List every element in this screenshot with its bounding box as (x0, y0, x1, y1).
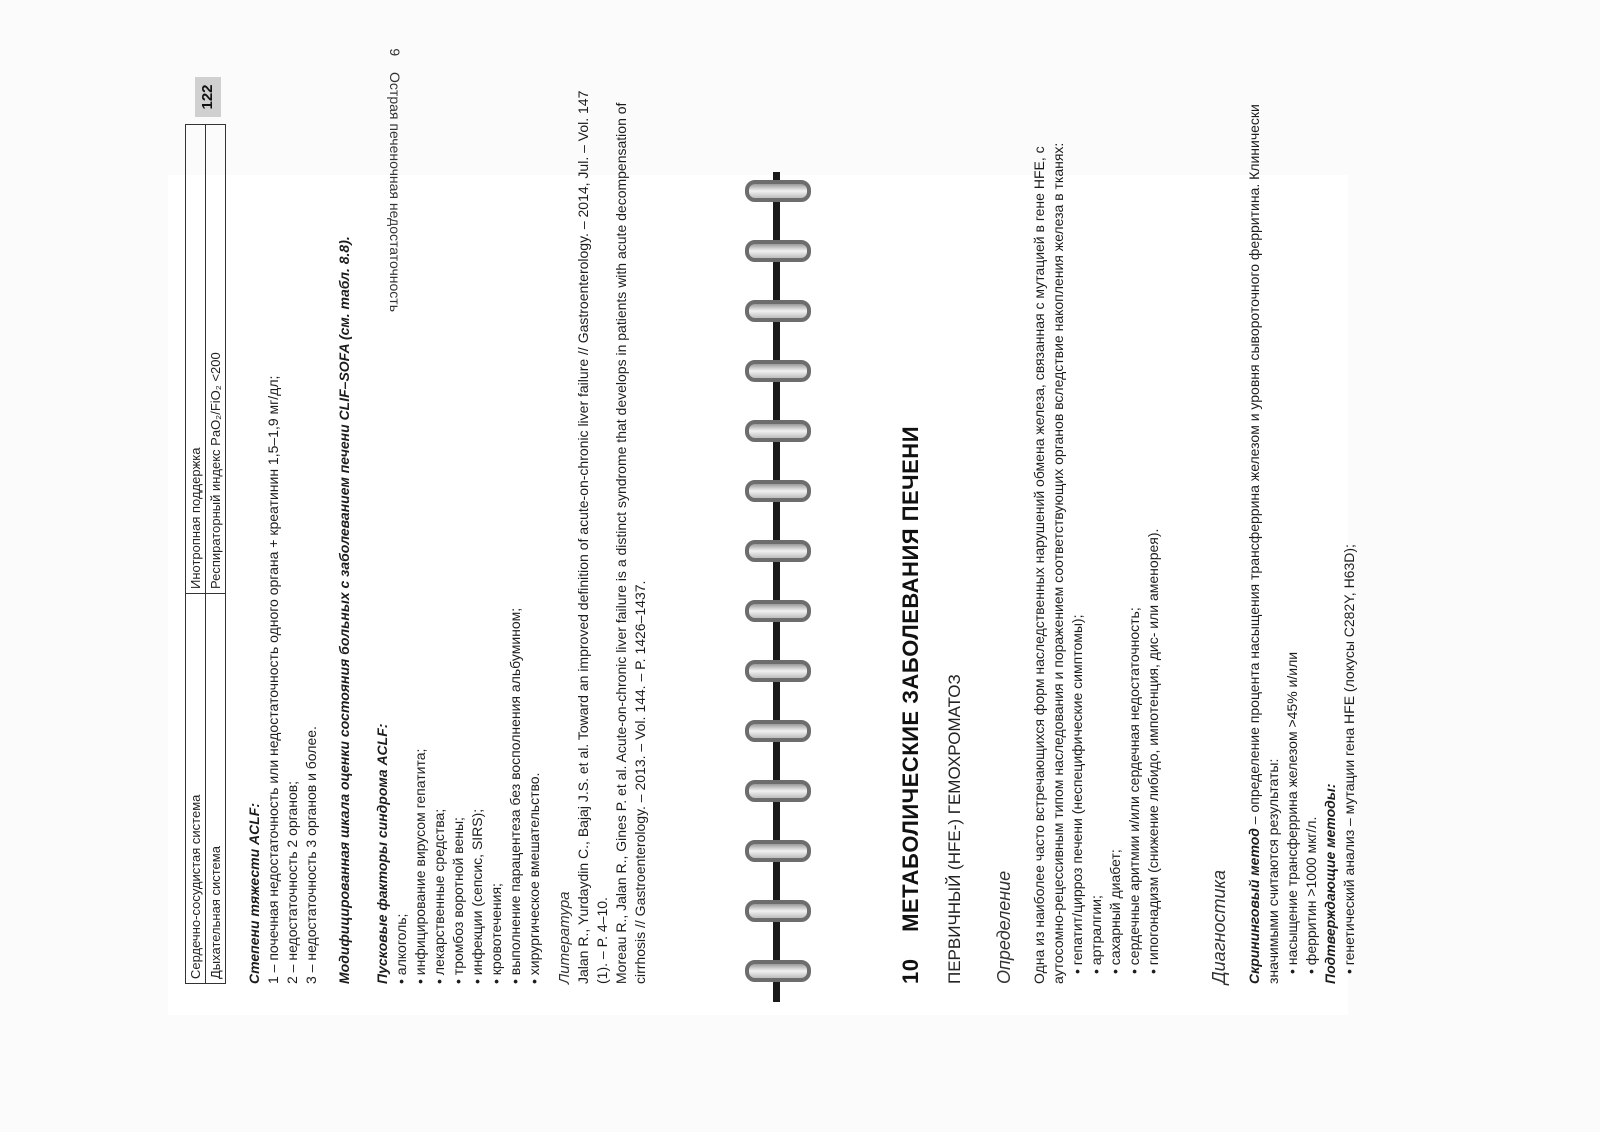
chapter-title (898, 426, 924, 984)
spiral-binding (745, 0, 815, 1132)
literature-title: Литература (556, 891, 573, 984)
chapter-number: 10 (898, 958, 923, 984)
binding-ring (745, 420, 811, 442)
diagnostics-section (1245, 84, 1359, 984)
table-cell: Сердечно-сосудистая система (186, 594, 206, 984)
list-item: • алкоголь; (392, 284, 411, 984)
definition-text: Одна из наиболее часто встречающихся форм наследственных нарушений обмена железа, связанная с мутацией в гене HFE, с аутосомно-рецессивным типом наследования и поражением соответствующих органов вследствие накопления железа в тканях: (1031, 142, 1066, 984)
binding-ring (745, 540, 811, 562)
binding-ring (745, 360, 811, 382)
definition-title: Определение (994, 870, 1014, 984)
reference-item: Jalan R., Yurdaydin C., Bajaj J.S. et al. Toward an improved definition of acute-on-chronic liver failure // Gastroenterology. – 2014, Jul. – Vol. 147 (1). – P. 4–10. (575, 90, 610, 984)
reference-item: Moreau R., Jalan R., Gines P. et al. Acute-on-chronic liver failure is a distinct syndrome that develops in patients with acute decompensation of cirrhosis // Gastroenterology. – 2013. – Vol. 144. – P. 1426–1437. (613, 102, 648, 984)
severity-section (245, 104, 321, 984)
binding-ring (745, 960, 811, 982)
binding-ring (745, 180, 811, 202)
table-cell: Дыхательная система (206, 594, 226, 984)
table-cell: Респираторный индекс PaO₂/FiO₂ <200 (206, 125, 226, 594)
list-item: • генетический анализ – мутации гена HFE (локусы C282Y, H63D); (1340, 84, 1359, 974)
screening-paragraph (1245, 84, 1283, 984)
screening-text: – определение процента насыщения трансферрина железом и уровня сывороточного ферритина. Клинически значимыми считаются результаты: (1246, 104, 1281, 984)
diagnostics-title: Диагностика (1209, 869, 1229, 984)
page-number: 122 (195, 77, 221, 117)
scale-note: Модифицированная шкала оценки состояния больных с заболеванием печени CLIF–SOFA (см. табл. 8.8). (336, 236, 352, 984)
table-row (186, 125, 206, 984)
binding-ring (745, 900, 811, 922)
definition-section (1030, 84, 1163, 984)
running-head (387, 48, 403, 312)
triggers-list (392, 284, 544, 984)
list-item: • ферритин >1000 мкг/л. (1302, 84, 1321, 974)
binding-ring (745, 600, 811, 622)
table-cell: Инотропная поддержка (186, 125, 206, 594)
binding-ring (745, 780, 811, 802)
binding-ring (745, 840, 811, 862)
binding-ring (745, 300, 811, 322)
list-item: • выполнение парацентеза без восполнения альбумином; (506, 284, 525, 984)
left-page (175, 12, 785, 1012)
list-item: • гипогонадизм (снижение либидо, импотенция, дис- или аменорея). (1144, 84, 1163, 974)
confirm-list (1340, 84, 1359, 984)
list-item: • сердечные аритмии и/или сердечная недостаточность; (1125, 84, 1144, 974)
screening-lead: Скрининговый метод (1246, 828, 1262, 984)
list-item: • кровотечения; (487, 284, 506, 984)
list-item: • гепатит/цирроз печени (неспецифические симптомы); (1068, 84, 1087, 974)
list-item: • артралгии; (1087, 84, 1106, 974)
literature-section (555, 84, 650, 984)
screening-list (1283, 84, 1321, 984)
organ-support-table (185, 124, 226, 984)
binding-ring (745, 480, 811, 502)
list-item: • тромбоз воротной вены; (449, 284, 468, 984)
binding-ring (745, 240, 811, 262)
right-page (830, 12, 1450, 1012)
triggers-section (373, 284, 544, 984)
severity-item: 2 – недостаточность 2 органов; (284, 780, 300, 984)
chapter-title-text: МЕТАБОЛИЧЕСКИЕ ЗАБОЛЕВАНИЯ ПЕЧЕНИ (898, 425, 923, 932)
confirm-title: Подтверждающие методы: (1322, 783, 1338, 984)
list-item: • насыщение трансферрина железом >45% и/или (1283, 84, 1302, 974)
severity-title: Степени тяжести ACLF: (246, 802, 262, 984)
binding-spine (773, 172, 780, 1002)
list-item: • хирургическое вмешательство. (525, 284, 544, 984)
list-item: • инфекции (сепсис, SIRS); (468, 284, 487, 984)
table-row (206, 125, 226, 984)
definition-list (1068, 84, 1163, 984)
list-item: • сахарный диабет; (1106, 84, 1125, 974)
running-head-title: Острая печеночная недостаточность (387, 72, 403, 312)
severity-item: 3 – недостаточность 3 органов и более. (303, 726, 319, 984)
subchapter-title: ПЕРВИЧНЫЙ (HFE-) ГЕМОХРОМАТОЗ (945, 674, 964, 984)
binding-ring (745, 720, 811, 742)
running-head-number: 9 (387, 48, 403, 57)
binding-ring (745, 660, 811, 682)
severity-item: 1 – почечная недостаточность или недостаточность одного органа + креатинин 1,5–1,9 мг/дл; (265, 375, 281, 984)
list-item: • инфицирование вирусом гепатита; (411, 284, 430, 984)
triggers-title: Пусковые факторы синдрома ACLF: (374, 723, 390, 984)
list-item: • лекарственные средства; (430, 284, 449, 984)
